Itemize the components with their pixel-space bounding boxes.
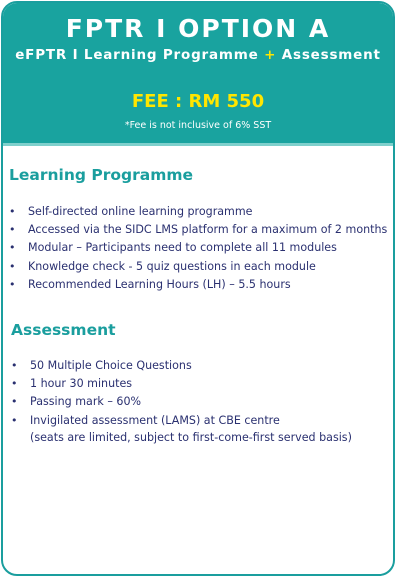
list-item	[9, 277, 389, 293]
list-item	[11, 358, 391, 374]
learning-programme-heading: Learning Programme	[9, 166, 194, 184]
list-item-text: Invigilated assessment (LAMS) at CBE centre	[30, 413, 280, 427]
bullet-icon: •	[9, 205, 16, 218]
list-item-text: Modular – Participants need to complete all 11 modules	[28, 241, 337, 255]
bullet-icon: •	[11, 359, 18, 372]
list-item	[9, 259, 389, 275]
list-item	[9, 204, 389, 220]
bullet-icon: •	[9, 277, 16, 291]
subtitle-programme: eFPTR I Learning Programme	[15, 47, 259, 63]
learning-programme-list	[9, 204, 389, 295]
list-item-text: 50 Multiple Choice Questions	[30, 359, 192, 372]
list-item	[11, 376, 391, 392]
bullet-icon: •	[9, 241, 16, 255]
header-divider	[3, 143, 393, 146]
list-item-text: Accessed via the SIDC LMS platform for a maximum of 2 months	[28, 223, 388, 237]
option-card	[1, 1, 395, 576]
list-item	[9, 222, 389, 238]
bullet-icon: •	[11, 395, 18, 409]
list-item-text: Knowledge check - 5 quiz questions in each module	[28, 259, 316, 273]
list-item-text: Recommended Learning Hours (LH) – 5.5 hours	[28, 277, 291, 291]
list-item	[9, 240, 389, 256]
list-item-text: Self-directed online learning programme	[28, 205, 253, 218]
fee-note: *Fee is not inclusive of 6% SST	[124, 120, 272, 131]
list-item	[11, 394, 391, 410]
bullet-icon: •	[11, 413, 18, 427]
bullet-icon: •	[9, 223, 16, 237]
list-item-text: 1 hour 30 minutes	[30, 377, 133, 391]
card-header	[3, 3, 393, 143]
assessment-heading: Assessment	[11, 321, 116, 339]
card-subtitle	[3, 46, 393, 64]
list-item-continuation: (seats are limited, subject to first-come-first served basis)	[30, 430, 352, 444]
bullet-icon: •	[11, 377, 18, 391]
bullet-icon: •	[9, 259, 16, 273]
card-title: FPTR I OPTION A	[65, 14, 331, 43]
fee-amount: FEE : RM 550	[131, 91, 265, 112]
list-item	[11, 413, 391, 447]
subtitle-assessment: Assessment	[281, 47, 381, 63]
subtitle-plus: +	[264, 47, 277, 63]
list-item-text: Passing mark – 60%	[30, 395, 142, 409]
assessment-list	[11, 358, 391, 449]
